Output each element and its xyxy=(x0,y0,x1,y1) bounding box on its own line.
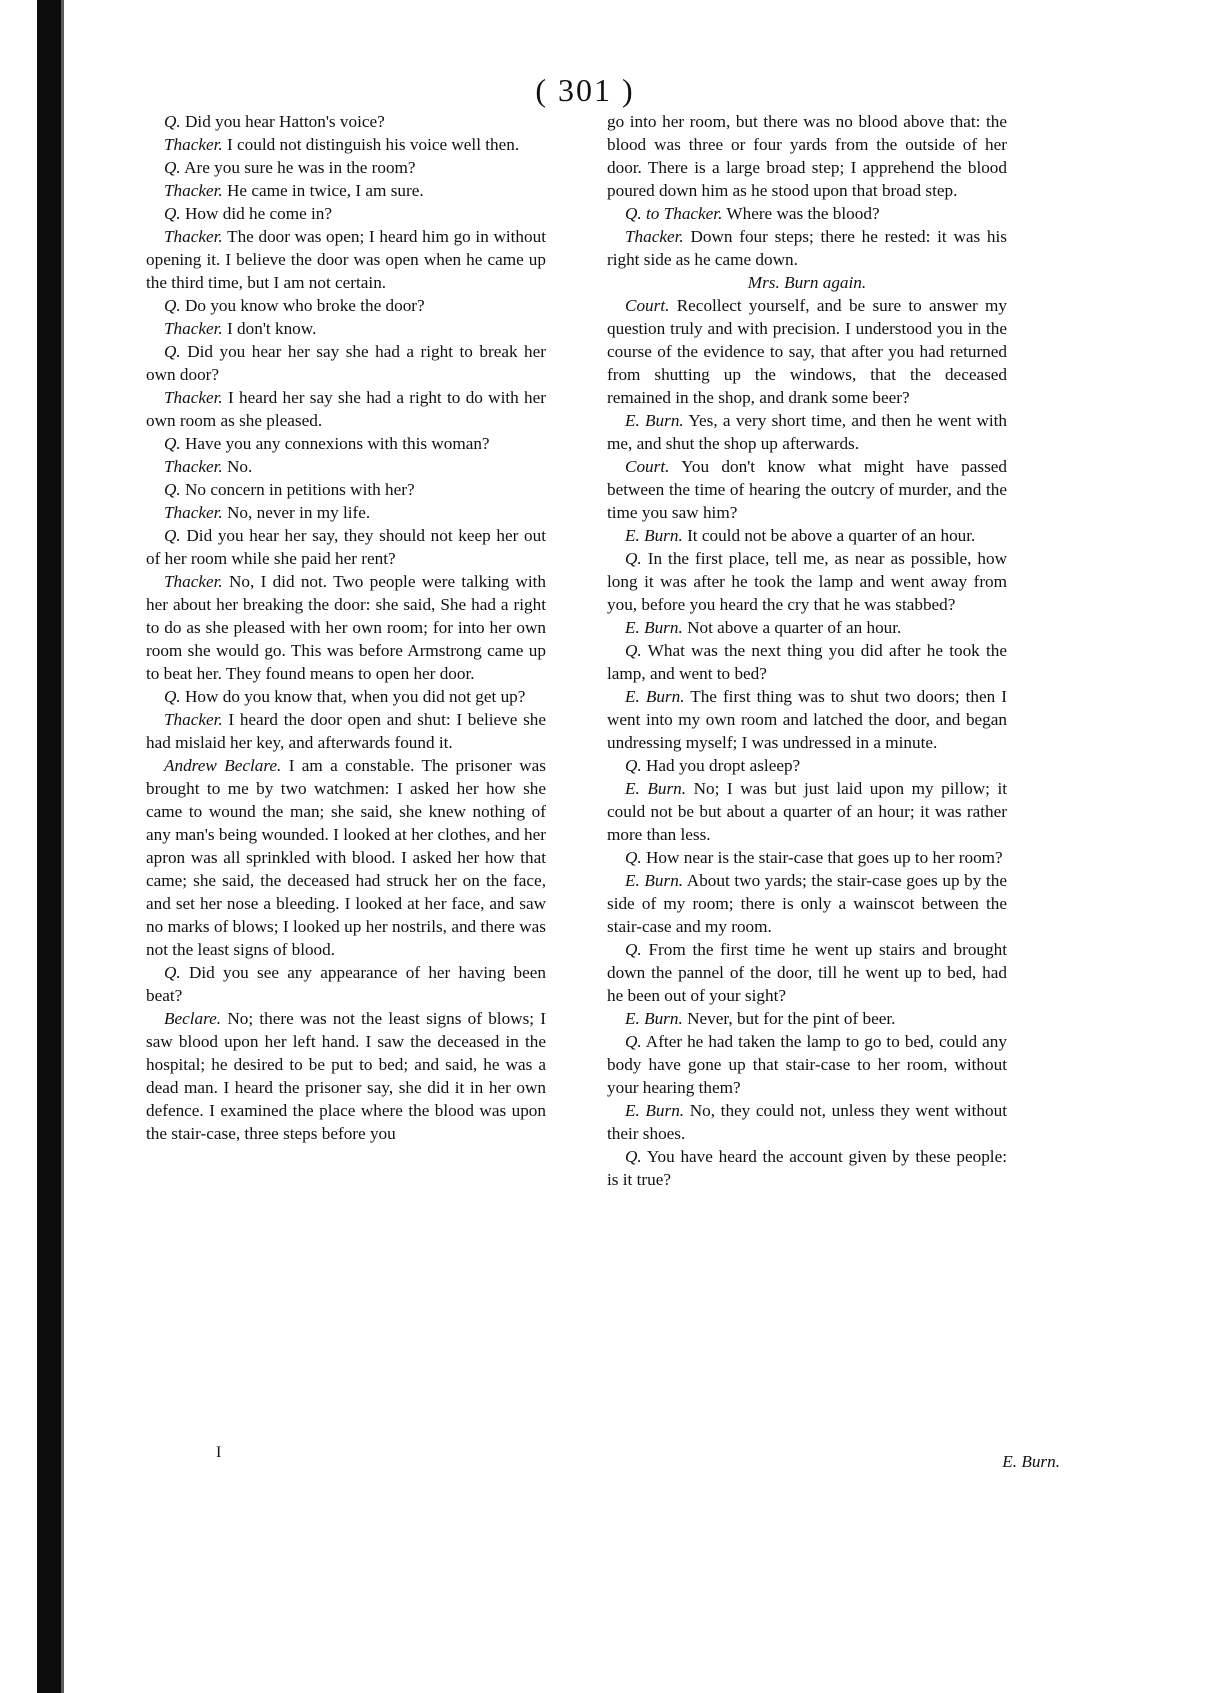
testimony-paragraph xyxy=(146,754,546,961)
speaker-label: Q. xyxy=(625,1147,642,1166)
right-text-column xyxy=(607,110,1007,1191)
testimony-paragraph xyxy=(607,202,1007,225)
testimony-paragraph xyxy=(607,754,1007,777)
speaker-label: Thacker. xyxy=(164,319,223,338)
testimony-paragraph xyxy=(146,501,546,524)
testimony-paragraph xyxy=(146,317,546,340)
testimony-text: How did he come in? xyxy=(180,204,333,223)
speaker-label: E. Burn. xyxy=(625,411,684,430)
testimony-text: No, I did not. Two people were talking with her about her breaking the door: she said, She had a right to do as she pleased with her own room; for into her own room she would go. This was before Armstrong came up to beat her. They found means to open her door. xyxy=(146,572,546,683)
testimony-paragraph xyxy=(146,294,546,317)
testimony-paragraph xyxy=(146,110,546,133)
testimony-text: I heard the door open and shut: I believe she had mislaid her key, and afterwards found it. xyxy=(146,710,546,752)
speaker-label: Q. xyxy=(625,549,642,568)
speaker-label: Thacker. xyxy=(164,457,223,476)
testimony-paragraph xyxy=(146,961,546,1007)
testimony-paragraph xyxy=(607,1099,1007,1145)
speaker-label: Thacker. xyxy=(164,227,223,246)
testimony-text: Are you sure he was in the room? xyxy=(180,158,416,177)
testimony-text: Do you know who broke the door? xyxy=(180,296,425,315)
testimony-text: No, never in my life. xyxy=(222,503,371,522)
speaker-label: E. Burn. xyxy=(625,526,683,545)
testimony-paragraph xyxy=(607,1030,1007,1099)
speaker-label: Q. xyxy=(625,940,642,959)
speaker-label: E. Burn. xyxy=(625,1009,683,1028)
speaker-label: Q. to Thacker. xyxy=(625,204,723,223)
speaker-label: Thacker. xyxy=(164,388,223,407)
testimony-text: No. xyxy=(222,457,253,476)
book-spine-shadow xyxy=(37,0,61,1693)
testimony-paragraph xyxy=(607,846,1007,869)
testimony-text: From the first time he went up stairs and brought down the pannel of the door, till he went up to bed, had he been out of your sight? xyxy=(607,940,1007,1005)
testimony-text: You have heard the account given by these people: is it true? xyxy=(607,1147,1007,1189)
speaker-label: Q. xyxy=(164,296,181,315)
testimony-paragraph xyxy=(146,340,546,386)
testimony-paragraph xyxy=(607,1007,1007,1030)
speaker-label: Q. xyxy=(164,342,181,361)
speaker-label: Thacker. xyxy=(164,135,223,154)
testimony-paragraph xyxy=(146,524,546,570)
speaker-label: Thacker. xyxy=(164,181,223,200)
speaker-label: Andrew Beclare. xyxy=(164,756,282,775)
speaker-label: Thacker. xyxy=(164,710,223,729)
testimony-paragraph xyxy=(146,386,546,432)
testimony-text: I heard her say she had a right to do with her own room as she pleased. xyxy=(146,388,546,430)
testimony-paragraph xyxy=(146,225,546,294)
testimony-text: Had you dropt asleep? xyxy=(641,756,801,775)
speaker-label: Q. xyxy=(164,204,181,223)
testimony-text: Yes, a very short time, and then he went with me, and shut the shop up afterwards. xyxy=(607,411,1007,453)
testimony-paragraph xyxy=(146,455,546,478)
testimony-paragraph xyxy=(607,685,1007,754)
speaker-label: Q. xyxy=(164,526,181,545)
testimony-paragraph xyxy=(146,202,546,225)
testimony-paragraph xyxy=(146,570,546,685)
speaker-label: E. Burn. xyxy=(625,687,685,706)
testimony-paragraph xyxy=(607,639,1007,685)
speaker-label: E. Burn. xyxy=(625,1101,685,1120)
speaker-label: Court. xyxy=(625,296,670,315)
speaker-label: Q. xyxy=(625,641,642,660)
testimony-text: The door was open; I heard him go in without opening it. I believe the door was open when he came up the third time, but I am not certain. xyxy=(146,227,546,292)
testimony-text: No; I was but just laid upon my pillow; it could not be but about a quarter of an hour; it was rather more than less. xyxy=(607,779,1007,844)
speaker-label: Q. xyxy=(625,1032,642,1051)
speaker-label: Beclare. xyxy=(164,1009,222,1028)
testimony-text: go into her room, but there was no blood above that: the blood was three or four yards from the outside of her door. There is a large broad step; I apprehend the blood poured down him as he stood upon that broad step. xyxy=(607,112,1007,200)
testimony-paragraph xyxy=(607,409,1007,455)
speaker-label: E. Burn. xyxy=(625,871,684,890)
testimony-paragraph xyxy=(146,432,546,455)
testimony-text: I don't know. xyxy=(222,319,317,338)
testimony-paragraph xyxy=(607,294,1007,409)
testimony-paragraph xyxy=(607,777,1007,846)
testimony-paragraph xyxy=(607,455,1007,524)
testimony-text: What was the next thing you did after he took the lamp, and went to bed? xyxy=(607,641,1007,683)
speaker-label: Thacker. xyxy=(625,227,684,246)
speaker-label: Court. xyxy=(625,457,670,476)
testimony-text: I could not distinguish his voice well then. xyxy=(222,135,520,154)
speaker-label: Q. xyxy=(625,848,642,867)
testimony-paragraph xyxy=(607,110,1007,202)
testimony-text: How do you know that, when you did not get up? xyxy=(180,687,526,706)
testimony-text: It could not be above a quarter of an hour. xyxy=(682,526,976,545)
testimony-text: Never, but for the pint of beer. xyxy=(682,1009,896,1028)
testimony-paragraph xyxy=(146,156,546,179)
speaker-label: E. Burn. xyxy=(625,618,683,637)
section-heading: Mrs. Burn again. xyxy=(747,273,867,292)
testimony-text: In the first place, tell me, as near as possible, how long it was after he took the lamp and went away from you, before you heard the cry that he was stabbed? xyxy=(607,549,1007,614)
testimony-text: Did you see any appearance of her having been beat? xyxy=(146,963,546,1005)
speaker-label: E. Burn. xyxy=(625,779,687,798)
testimony-text: How near is the stair-case that goes up to her room? xyxy=(641,848,1003,867)
testimony-paragraph xyxy=(607,547,1007,616)
speaker-label: Q. xyxy=(164,480,181,499)
testimony-paragraph xyxy=(607,869,1007,938)
testimony-text: Did you hear her say, they should not keep her out of her room while she paid her rent? xyxy=(146,526,546,568)
speaker-label: Q. xyxy=(164,112,181,131)
testimony-text: I am a constable. The prisoner was brought to me by two watchmen: I asked her how she came to wound the man; she said, she knew nothing of any man's being wounded. I looked at her clothes, and her apron was all sprinkled with blood. I asked her how that came; she said, the deceased had struck her on the face, and set her nose a bleeding. I looked at her face, and saw no marks of blows; I looked up her nostrils, and there was not the least signs of blood. xyxy=(146,756,546,959)
testimony-text: Did you hear Hatton's voice? xyxy=(180,112,385,131)
testimony-text: Have you any connexions with this woman? xyxy=(180,434,490,453)
signature-mark: I xyxy=(216,1444,222,1461)
testimony-text: The first thing was to shut two doors; then I went into my own room and latched the door, and began undressing myself; I was undressed in a minute. xyxy=(607,687,1007,752)
testimony-paragraph xyxy=(607,225,1007,271)
book-spine-edge xyxy=(61,0,64,1693)
testimony-paragraph xyxy=(607,524,1007,547)
testimony-text: You don't know what might have passed between the time of hearing the outcry of murder, and the time you saw him? xyxy=(607,457,1007,522)
testimony-text: Did you hear her say she had a right to break her own door? xyxy=(146,342,546,384)
testimony-text: After he had taken the lamp to go to bed, could any body have gone up that stair-case to her room, without your hearing them? xyxy=(607,1032,1007,1097)
testimony-text: No; there was not the least signs of blows; I saw blood upon her left hand. I saw the deceased in the hospital; he desired to be put to bed; and said, he was a dead man. I heard the prisoner say, she did it in her own defence. I examined the place where the blood was upon the stair-case, three steps before you xyxy=(146,1009,546,1143)
speaker-label: Thacker. xyxy=(164,572,223,591)
testimony-paragraph xyxy=(146,478,546,501)
testimony-text: Recollect yourself, and be sure to answer my question truly and with precision. I understood you in the course of the evidence to say, that after you had returned from shutting up the windows, that the deceased remained in the shop, and drank some beer? xyxy=(607,296,1007,407)
testimony-paragraph xyxy=(607,616,1007,639)
testimony-text: Down four steps; there he rested: it was his right side as he came down. xyxy=(607,227,1007,269)
testimony-paragraph xyxy=(146,1007,546,1145)
catchword: E. Burn. xyxy=(1002,1452,1060,1471)
speaker-label: Q. xyxy=(164,963,181,982)
testimony-paragraph xyxy=(146,685,546,708)
speaker-label: Thacker. xyxy=(164,503,223,522)
testimony-paragraph xyxy=(146,133,546,156)
testimony-paragraph xyxy=(146,179,546,202)
speaker-label: Q. xyxy=(164,434,181,453)
page-number: ( 301 ) xyxy=(535,72,635,108)
speaker-label: Q. xyxy=(164,158,181,177)
testimony-text: No, they could not, unless they went without their shoes. xyxy=(607,1101,1007,1143)
speaker-label: Q. xyxy=(164,687,181,706)
testimony-paragraph xyxy=(146,708,546,754)
speaker-label: Q. xyxy=(625,756,642,775)
testimony-text: He came in twice, I am sure. xyxy=(222,181,424,200)
testimony-text: About two yards; the stair-case goes up by the side of my room; there is only a wainscot between the stair-case and my room. xyxy=(607,871,1008,936)
testimony-text: No concern in petitions with her? xyxy=(180,480,415,499)
testimony-text: Where was the blood? xyxy=(722,204,880,223)
left-text-column xyxy=(146,110,546,1145)
testimony-paragraph xyxy=(607,938,1007,1007)
testimony-paragraph xyxy=(607,1145,1007,1191)
testimony-text: Not above a quarter of an hour. xyxy=(682,618,902,637)
